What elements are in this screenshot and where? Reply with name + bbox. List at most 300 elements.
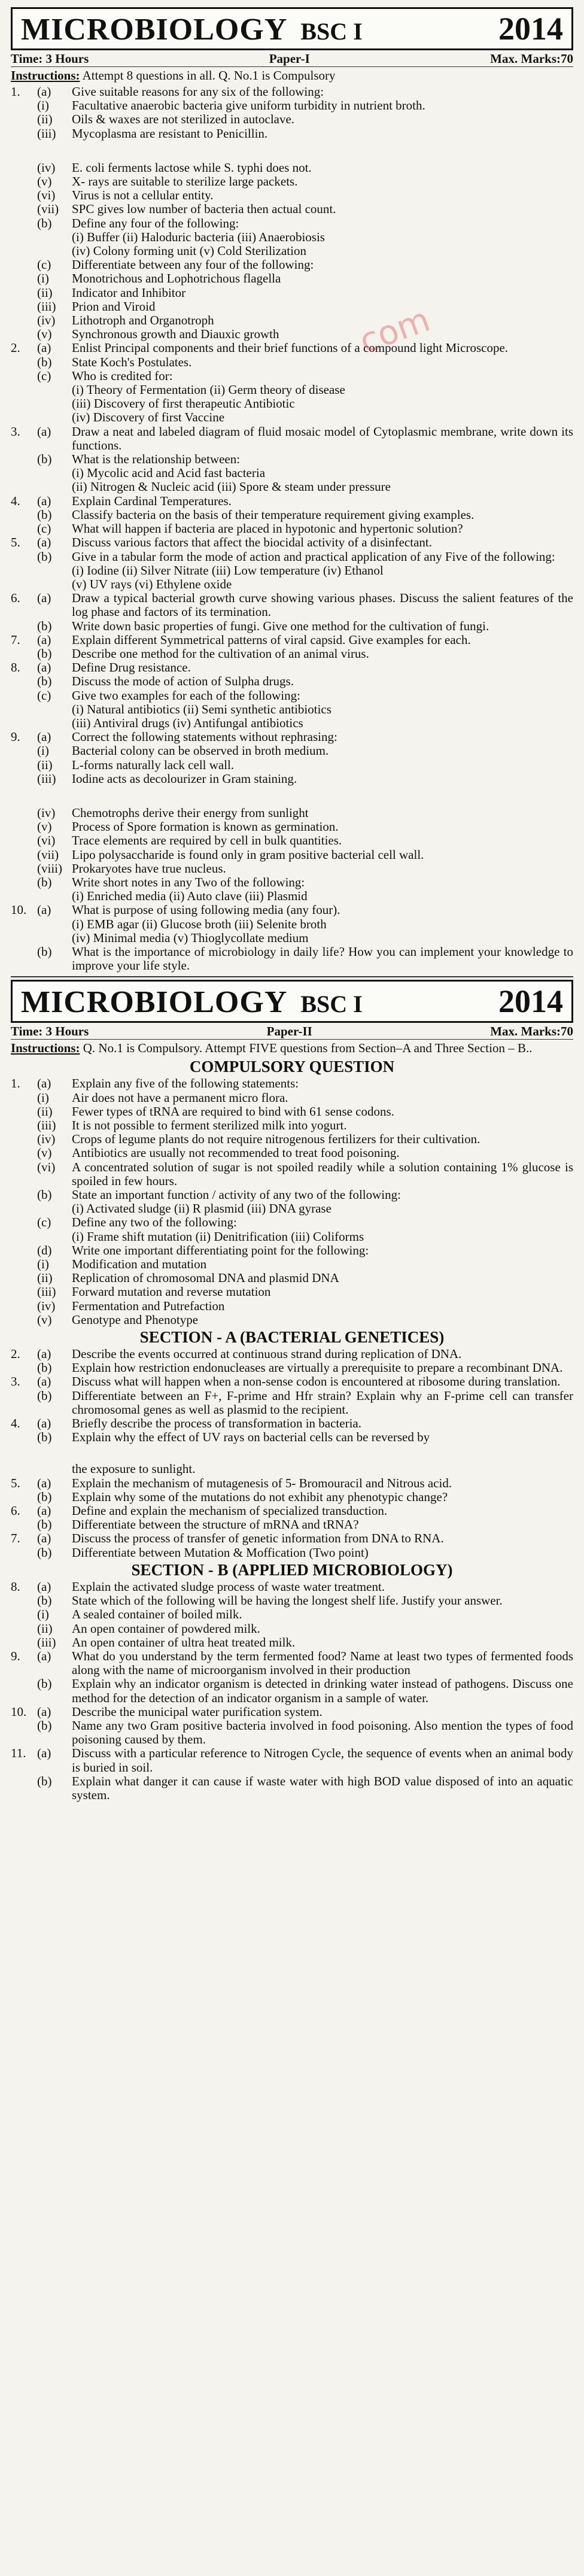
question-number [11, 1188, 37, 1202]
question-part-label: (a) [37, 1704, 51, 1719]
question-number: 6. [11, 1503, 20, 1518]
question-part-label: (vii) [37, 202, 59, 217]
question-line [11, 466, 573, 480]
question-line [11, 480, 573, 494]
question-text: Forward mutation and reverse mutation [72, 1284, 271, 1299]
question-text: Name any two Gram positive bacteria involved in food poisoning. Also mention the types of food poisoning caused by them. [72, 1718, 573, 1747]
question-part-label: (v) [37, 1146, 52, 1161]
question-line [11, 202, 573, 216]
compulsory-heading: COMPULSORY QUESTION [189, 1058, 395, 1076]
question-part-label: (ii) [37, 1621, 53, 1636]
question-part-label: (iii) [37, 299, 56, 314]
question-line [11, 1161, 573, 1188]
question-text: X- rays are suitable to sterilize large packets. [72, 174, 298, 189]
question-line [11, 550, 573, 564]
question-part-label: (ii) [37, 285, 53, 300]
question-number [11, 356, 37, 369]
question-number [11, 889, 37, 903]
question-number [11, 848, 37, 862]
paper1-instructions-text: Attempt 8 questions in all. Q. No.1 is Compulsory [82, 68, 336, 83]
question-part-label: (b) [37, 1360, 52, 1375]
question-line [11, 1532, 573, 1545]
question-text: Briefly describe the process of transformation in bacteria. [72, 1416, 361, 1431]
question-text: Discuss various factors that affect the biocidal activity of a disinfectant. [72, 535, 432, 550]
question-text: (iv) Minimal media (v) Thioglycollate medium [72, 930, 309, 945]
question-text: Crops of legume plants do not require nitrogenous fertilizers for their cultivation. [72, 1132, 480, 1147]
question-number [11, 383, 37, 397]
question-part-label: (b) [37, 452, 52, 467]
question-part-label: (vii) [37, 847, 59, 862]
question-number [11, 1594, 37, 1608]
question-part-label: (a) [37, 493, 51, 508]
question-part-label [37, 466, 72, 480]
question-number [11, 202, 37, 216]
question-text: Fewer types of tRNA are required to bind with 61 sense codons. [72, 1104, 394, 1119]
question-part-label: (i) [37, 271, 49, 286]
question-number [11, 272, 37, 285]
paper2-year: 2014 [498, 983, 563, 1020]
question-text: Correct the following statements without rephrasing: [72, 730, 337, 745]
paper1-marks: Max. Marks:70 [490, 51, 573, 66]
question-number [11, 508, 37, 522]
question-text: Differentiate between Mutation & Moffication (Two point) [72, 1545, 369, 1560]
question-text: Mycoplasma are resistant to Penicillin. [72, 126, 268, 141]
question-part-label: (ii) [37, 1104, 53, 1119]
question-number [11, 327, 37, 341]
paper2-time: Time: 3 Hours [11, 1024, 89, 1039]
question-text: SPC gives low number of bacteria then actual count. [72, 202, 336, 217]
question-line [11, 772, 573, 786]
question-text: Synchronous growth and Diauxic growth [72, 327, 279, 342]
question-line [11, 564, 573, 578]
question-number: 7. [11, 632, 20, 647]
question-part-label: (a) [37, 903, 51, 918]
question-number [11, 1622, 37, 1636]
question-number [11, 703, 37, 716]
question-number [11, 411, 37, 424]
question-line [11, 1594, 573, 1608]
question-line [11, 1091, 573, 1105]
question-part-label: (a) [37, 1416, 51, 1431]
question-part-label: (a) [37, 632, 51, 647]
question-line [11, 494, 573, 508]
question-number: 2. [11, 1347, 20, 1362]
question-part-label [37, 1202, 72, 1216]
question-line [11, 591, 573, 619]
question-text: (i) Activated sludge (ii) R plasmid (iii) DNA gyrase [72, 1201, 331, 1216]
question-line [11, 536, 573, 549]
paper2-marks: Max. Marks:70 [490, 1024, 573, 1039]
question-part-label: (iii) [37, 1284, 56, 1299]
question-number [11, 1216, 37, 1229]
question-line [11, 1202, 573, 1216]
paper2-paper: Paper-II [266, 1024, 312, 1039]
question-number [11, 1105, 37, 1119]
question-text: What is the importance of microbiology in daily life? How you can implement your knowledge to improve your life style. [72, 944, 573, 973]
question-text: Explain the activated sludge process of waste water treatment. [72, 1579, 385, 1594]
question-number [11, 161, 37, 175]
paper1-paper: Paper-I [269, 51, 310, 66]
question-text: Explain how restriction endonucleases are virtually a prerequisite to prepare a recombinant DNA. [72, 1360, 563, 1375]
paper2-section-b-questions [11, 1580, 573, 1802]
question-number [11, 1719, 37, 1746]
question-line [11, 1477, 573, 1490]
question-number [11, 675, 37, 688]
question-part-label: (a) [37, 591, 51, 606]
question-number [11, 480, 37, 494]
question-number [11, 1285, 37, 1299]
question-part-label [37, 1230, 72, 1244]
question-number [11, 647, 37, 661]
question-text: Bacterial colony can be observed in broth medium. [72, 743, 329, 758]
question-text: Differentiate between an F+, F-prime and Hfr strain? Explain why an F-prime cell can transfer chromosomal genes as well as plasmid to the recipient. [72, 1388, 573, 1417]
paper1-instructions [11, 68, 573, 83]
question-part-label: (vi) [37, 1159, 56, 1174]
question-text: (i) Mycolic acid and Acid fast bacteria [72, 466, 266, 481]
question-line [11, 1105, 573, 1119]
question-part-label: (b) [37, 1187, 52, 1202]
question-line [11, 1608, 573, 1621]
question-number [11, 931, 37, 945]
question-number [11, 99, 37, 113]
question-line [11, 230, 573, 244]
question-part-label: (b) [37, 1430, 52, 1445]
question-text: (iv) Colony forming unit (v) Cold Sterilization [72, 244, 306, 259]
question-text: Chemotrophs derive their energy from sunlight [72, 805, 309, 820]
paper1-class: BSC I [300, 18, 363, 45]
question-part-label: (b) [37, 874, 52, 889]
question-text: Write one important differentiating point for the following: [72, 1243, 369, 1257]
question-part-label: (a) [37, 1347, 51, 1362]
question-line [11, 1746, 573, 1774]
question-part-label: (b) [37, 646, 52, 661]
question-number [11, 397, 37, 411]
question-number: 7. [11, 1531, 20, 1546]
question-number [11, 300, 37, 314]
paper2-instructions-label: Instructions: [11, 1041, 80, 1056]
question-text: Define any two of the following: [72, 1215, 237, 1230]
question-number [11, 1677, 37, 1705]
question-text: Iodine acts as decolourizer in Gram staining. [72, 771, 297, 786]
question-line [11, 1244, 573, 1257]
question-part-label: (v) [37, 327, 52, 342]
question-line [11, 272, 573, 285]
question-number [11, 758, 37, 772]
question-line [11, 1299, 573, 1313]
question-text: What do you understand by the term fermented food? Name at least two types of fermented foods along with the name of microorganism involved in their production [72, 1648, 573, 1678]
paper-divider [11, 976, 573, 977]
question-text: (ii) Nitrogen & Nucleic acid (iii) Spore & steam under pressure [72, 479, 391, 494]
paper2-instructions-text: Q. No.1 is Compulsory. Attempt FIVE questions from Section–A and Three Section – B.. [83, 1041, 533, 1056]
question-number: 10. [11, 1704, 27, 1719]
question-number: 4. [11, 1416, 20, 1431]
question-part-label: (a) [37, 1531, 51, 1546]
question-text: Enlist Principal components and their brief functions of a compound light Microscope. [72, 341, 509, 356]
question-line [11, 619, 573, 633]
question-line [11, 189, 573, 202]
question-line [11, 217, 573, 230]
question-part-label: (a) [37, 1475, 51, 1490]
question-part-label [37, 230, 72, 244]
question-number [11, 578, 37, 591]
question-number: 10. [11, 903, 27, 918]
question-number [11, 1546, 37, 1560]
question-text: Explain what danger it can cause if waste water with high BOD value disposed of into an aquatic system. [72, 1773, 573, 1802]
question-number [11, 1119, 37, 1132]
question-text: Explain why an indicator organism is detected in drinking water instead of pathogens. Discuss one method for the detection of an indicator organism in a sample of water. [72, 1676, 573, 1705]
question-line [11, 1650, 573, 1677]
question-number [11, 258, 37, 272]
question-line [11, 1719, 573, 1746]
question-text: Differentiate between the structure of mRNA and tRNA? [72, 1517, 359, 1532]
question-text: Define any four of the following: [72, 215, 239, 230]
question-line [11, 383, 573, 397]
question-number: 1. [11, 84, 20, 99]
question-number: 6. [11, 591, 20, 606]
question-text: (iv) Discovery of first Vaccine [72, 410, 225, 425]
question-line [11, 1622, 573, 1636]
question-part-label [37, 411, 72, 424]
question-part-label: (c) [37, 1215, 51, 1230]
question-text: Discuss what will happen when a non-sense codon is encountered at ribosome during translation. [72, 1374, 561, 1389]
question-line [11, 689, 573, 703]
question-number [11, 564, 37, 578]
question-text: (i) Enriched media (ii) Auto clave (iii) Plasmid [72, 889, 308, 904]
question-part-label [37, 918, 72, 931]
question-part-label: (viii) [37, 861, 62, 876]
question-part-label [37, 703, 72, 716]
question-part-label: (v) [37, 174, 52, 189]
question-number [11, 1146, 37, 1160]
question-text: Process of Spore formation is known as germination. [72, 819, 339, 834]
question-text: (i) Theory of Fermentation (ii) Germ theory of disease [72, 382, 345, 397]
question-line [11, 931, 573, 945]
question-text: Write short notes in any Two of the following: [72, 874, 305, 889]
question-number [11, 314, 37, 327]
question-line [11, 661, 573, 675]
question-line [11, 397, 573, 411]
question-number [11, 189, 37, 202]
question-text: Describe one method for the cultivation of an animal virus. [72, 646, 369, 661]
question-text: Prokaryotes have true nucleus. [72, 861, 226, 876]
question-number [11, 834, 37, 847]
question-number: 9. [11, 1648, 20, 1663]
paper1-year: 2014 [498, 11, 563, 47]
question-text: (iii) Antiviral drugs (iv) Antifungal antibiotics [72, 715, 303, 730]
question-text: What is the relationship between: [72, 452, 241, 467]
paper2-compulsory-questions [11, 1077, 573, 1327]
paper1-questions-part-c [11, 806, 573, 973]
question-text: Discuss the process of transfer of genetic information from DNA to RNA. [72, 1531, 444, 1546]
question-number: 11. [11, 1746, 26, 1761]
question-number [11, 230, 37, 244]
paper2-instructions [11, 1041, 573, 1055]
question-part-label: (a) [37, 1746, 51, 1761]
question-text: Antibiotics are usually not recommended to treat food poisoning. [72, 1146, 400, 1161]
question-line [11, 848, 573, 862]
question-line [11, 1490, 573, 1504]
question-number [11, 772, 37, 786]
question-number: 8. [11, 1579, 20, 1594]
question-number [11, 619, 37, 633]
question-line [11, 1580, 573, 1594]
paper1-questions-part-a [11, 85, 573, 141]
question-part-label: (a) [37, 1648, 51, 1663]
question-number: 5. [11, 535, 20, 550]
question-line [11, 341, 573, 355]
question-text: Explain why some of the mutations do not exhibit any phenotypic change? [72, 1489, 448, 1504]
question-text: (i) Iodine (ii) Silver Nitrate (iii) Low temperature (iv) Ethanol [72, 563, 384, 578]
question-part-label: (i) [37, 743, 49, 758]
question-line [11, 1462, 573, 1476]
question-text: Trace elements are required by cell in bulk quantities. [72, 833, 342, 848]
question-number [11, 217, 37, 230]
paper1-banner [11, 7, 573, 50]
question-line [11, 578, 573, 591]
question-part-label: (a) [37, 84, 51, 99]
question-text: Classify bacteria on the basis of their temperature requirement giving examples. [72, 507, 474, 522]
question-number [11, 1091, 37, 1105]
question-line [11, 300, 573, 314]
question-part-label: (vi) [37, 833, 56, 848]
question-text: Explain the mechanism of mutagenesis of 5- Bromouracil and Nitrous acid. [72, 1475, 452, 1490]
paper2-subject: MICROBIOLOGY [21, 985, 288, 1020]
paper2-section-a-questions-cont [11, 1462, 573, 1559]
question-line [11, 452, 573, 466]
question-text: Air does not have a permanent micro flora. [72, 1090, 288, 1105]
question-text: Explain why the effect of UV rays on bacterial cells can be reversed by [72, 1430, 430, 1445]
paper2-class: BSC I [300, 991, 363, 1018]
question-line [11, 1775, 573, 1802]
question-part-label: (iii) [37, 126, 56, 141]
question-text: E. coli ferments lactose while S. typhi does not. [72, 160, 312, 175]
question-text: Replication of chromosomal DNA and plasmid DNA [72, 1271, 339, 1286]
question-part-label: (v) [37, 1312, 52, 1327]
question-number: 1. [11, 1076, 20, 1091]
question-text: Virus is not a cellular entity. [72, 188, 214, 203]
question-line [11, 327, 573, 341]
watermark-text: com [354, 300, 436, 362]
question-number [11, 1313, 37, 1327]
question-text: Describe the events occurred at continuous strand during replication of DNA. [72, 1347, 462, 1362]
question-part-label: (b) [37, 1545, 52, 1560]
question-part-label: (i) [37, 1090, 49, 1105]
paper1-time: Time: 3 Hours [11, 51, 89, 66]
question-text: Explain any five of the following statements: [72, 1076, 299, 1091]
question-number [11, 806, 37, 820]
question-number [11, 862, 37, 876]
question-part-label [37, 931, 72, 945]
question-part-label: (b) [37, 507, 52, 522]
question-number [11, 1430, 37, 1444]
question-number [11, 1202, 37, 1216]
question-line [11, 369, 573, 383]
question-part-label: (b) [37, 354, 52, 369]
question-text: Genotype and Phenotype [72, 1312, 199, 1327]
question-line [11, 675, 573, 688]
question-line [11, 356, 573, 369]
question-part-label: (i) [37, 1257, 49, 1272]
question-text: A concentrated solution of sugar is not spoiled readily while a solution containing 1% glucose is spoiled in few hours. [72, 1159, 573, 1188]
question-text: Draw a typical bacterial growth curve showing various phases. Discuss the salient features of the log phase and factors of its termination. [72, 591, 573, 619]
question-line [11, 1188, 573, 1202]
question-line [11, 99, 573, 113]
question-line [11, 1417, 573, 1430]
question-number [11, 244, 37, 258]
question-text: Give two examples for each of the following: [72, 688, 300, 703]
question-part-label: (ii) [37, 1271, 53, 1286]
question-number [11, 918, 37, 931]
question-part-label: (iv) [37, 313, 56, 328]
question-line [11, 918, 573, 931]
question-number [11, 1636, 37, 1650]
question-number [11, 522, 37, 536]
question-number [11, 1490, 37, 1504]
question-text: A sealed container of boiled milk. [72, 1607, 242, 1622]
question-part-label: (b) [37, 1676, 52, 1691]
question-text: Give suitable reasons for any six of the following: [72, 84, 324, 99]
question-text: the exposure to sunlight. [72, 1462, 196, 1477]
question-part-label: (a) [37, 1374, 51, 1389]
question-number: 3. [11, 424, 20, 439]
question-line [11, 1119, 573, 1132]
question-number [11, 1257, 37, 1271]
question-text: (i) EMB agar (ii) Glucose broth (iii) Selenite broth [72, 916, 327, 931]
question-number: 2. [11, 341, 20, 356]
question-number [11, 689, 37, 703]
question-line [11, 806, 573, 820]
question-line [11, 703, 573, 716]
question-text: State which of the following will be having the longest shelf life. Justify your answer. [72, 1593, 503, 1608]
question-line [11, 1271, 573, 1285]
question-line [11, 314, 573, 327]
question-text: Define Drug resistance. [72, 660, 191, 675]
question-number [11, 1518, 37, 1532]
question-part-label: (iv) [37, 160, 56, 175]
question-part-label: (b) [37, 549, 52, 564]
question-line [11, 286, 573, 300]
question-part-label: (b) [37, 1517, 52, 1532]
question-number [11, 1361, 37, 1375]
question-part-label: (a) [37, 535, 51, 550]
question-part-label: (b) [37, 674, 52, 689]
question-part-label [37, 716, 72, 730]
question-part-label: (b) [37, 1593, 52, 1608]
question-part-label [37, 244, 72, 258]
question-text: Explain different Symmetrical patterns of viral capsid. Give examples for each. [72, 632, 471, 647]
question-text: (i) Natural antibiotics (ii) Semi synthetic antibiotics [72, 701, 331, 716]
question-text: An open container of ultra heat treated milk. [72, 1635, 296, 1650]
question-number [11, 113, 37, 126]
question-line [11, 1216, 573, 1229]
question-part-label [37, 480, 72, 494]
question-line [11, 633, 573, 647]
question-part-label: (iii) [37, 1118, 56, 1132]
question-part-label: (i) [37, 1607, 49, 1622]
question-line [11, 647, 573, 661]
question-line [11, 1504, 573, 1518]
question-text: L-forms naturally lack cell wall. [72, 757, 235, 772]
question-line [11, 903, 573, 917]
question-part-label [37, 383, 72, 397]
question-number [11, 466, 37, 480]
question-line [11, 1077, 573, 1090]
question-text: Draw a neat and labeled diagram of fluid mosaic model of Cytoplasmic membrane, write down its functions. [72, 424, 573, 452]
question-part-label: (c) [37, 368, 51, 383]
question-line [11, 1230, 573, 1244]
question-number [11, 1230, 37, 1244]
question-line [11, 258, 573, 272]
